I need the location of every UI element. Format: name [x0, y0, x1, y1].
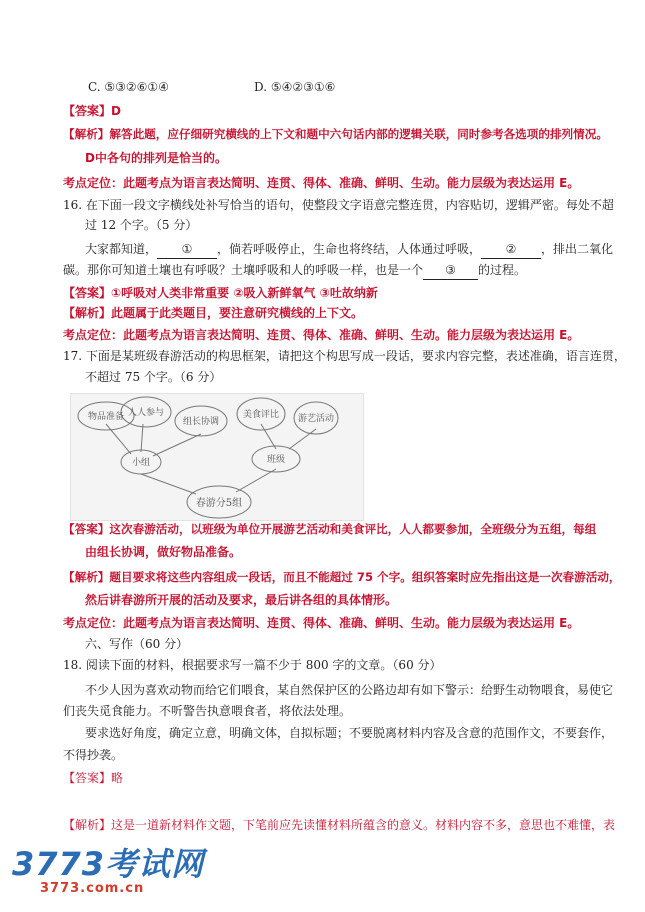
node-youyi: 游艺活动	[297, 414, 335, 424]
node-banji: 班级	[266, 455, 286, 465]
q17-answer-line1: 【答案】这次春游活动，以班级为单位开展游艺活动和美食评比，人人都要参加，全班级分为五组，每组	[63, 522, 597, 536]
q18-analysis: 【解析】这是一道新材料作文题，下笔前应先读懂材料所蕴含的意义。材料内容不多，意思也不难懂，表	[63, 818, 616, 832]
q18-req-line2: 不得抄袭。	[63, 748, 124, 762]
q18-answer: 【答案】略	[63, 771, 124, 785]
q16-text-e: 的过程。	[478, 263, 527, 277]
q16-kaodian: 考点定位：此题考点为语言表达简明、连贯、得体、准确、鲜明、生动。能力层级为表达运用 E。	[63, 328, 580, 342]
site-url: 3773.com.cn	[40, 881, 145, 896]
q17-answer-line2: 由组长协调，做好物品准备。	[85, 545, 242, 559]
section-6-heading: 六、写作（60 分）	[85, 637, 189, 651]
node-meishi: 美食评比	[242, 410, 280, 420]
q16-blank-2: ②	[481, 242, 541, 259]
q15-analysis-line2: D中各句的排列是恰当的。	[85, 151, 227, 165]
node-renren: 人人参与	[127, 408, 165, 418]
q16-text-d: 碳。那你可知道土壤也有呼吸？土壤呼吸和人的呼吸一样，也是一个	[63, 263, 424, 277]
q18-req-line1: 要求选好角度，确定立意，明确文体，自拟标题；不要脱离材料内容及含意的范围作文，不要套作，	[85, 726, 614, 740]
q17-stem-line2: 不超过 75 个字。（6 分）	[85, 370, 222, 384]
q15-analysis-line1: 【解析】解答此题，应仔细研究横线的上下文和题中六句话内部的逻辑关联，同时参考各选项的排列情况。	[63, 127, 608, 141]
node-wupin: 物品准备	[87, 412, 125, 422]
q16-analysis: 【解析】此题属于此类题目，要注意研究横线的上下文。	[63, 306, 364, 320]
option-c: C. ⑤③②⑥①④	[88, 80, 169, 94]
q16-blank-3: ③	[423, 263, 478, 280]
site-logo: 3773考试网	[12, 845, 205, 883]
node-root: 春游分5组	[195, 498, 243, 509]
q15-answer: 【答案】D	[63, 104, 121, 118]
q16-text-c: ，排出二氧化	[541, 242, 614, 256]
q16-stem-line2: 过 12 个字。（5 分）	[85, 218, 198, 232]
q17-stem-line1: 17. 下面是某班级春游活动的构思框架，请把这个构思写成一段话，要求内容完整，表述准确，语言连贯，	[63, 349, 626, 363]
q18-material-line2: 们丧失觅食能力。不听警告执意喂食者，将依法处理。	[63, 704, 352, 718]
q17-analysis-line2: 然后讲春游所开展的活动及要求，最后讲各组的具体情形。	[85, 593, 398, 607]
q16-text-b: ，倘若呼吸停止，生命也将终结，人体通过呼吸，	[217, 242, 482, 256]
q16-text-a: 大家都知道，	[85, 242, 158, 256]
q17-analysis-line1: 【解析】题目要求将这些内容组成一段话，而且不能超过 75 个字。组织答案时应先指出这是一次春游活动，	[63, 570, 621, 584]
q16-blank-1: ①	[157, 242, 217, 259]
q16-paragraph-line1	[85, 242, 613, 259]
q18-material-line1: 不少人因为喜欢动物而给它们喂食，某自然保护区的公路边却有如下警示：给野生动物喂食，易使它	[85, 683, 614, 697]
q18-stem: 18. 阅读下面的材料，根据要求写一篇不少于 800 字的文章。（60 分）	[63, 658, 442, 672]
q16-stem-line1: 16. 在下面一段文字横线处补写恰当的语句，使整段文字语意完整连贯，内容贴切，逻辑严密。每处不超	[63, 198, 614, 212]
option-d: D. ⑤④②③①⑥	[254, 80, 336, 94]
node-zuzhang: 组长协调	[182, 417, 220, 427]
node-xiaozu: 小组	[131, 458, 151, 468]
q16-answer: 【答案】①呼吸对人类非常重要 ②吸入新鲜氧气 ③吐故纳新	[63, 286, 378, 300]
q16-paragraph-line2	[63, 263, 526, 280]
q15-kaodian: 考点定位：此题考点为语言表达简明、连贯、得体、准确、鲜明、生动。能力层级为表达运用 E。	[63, 176, 580, 190]
activity-mindmap	[70, 393, 364, 521]
q17-kaodian: 考点定位：此题考点为语言表达简明、连贯、得体、准确、鲜明、生动。能力层级为表达运用 E。	[63, 616, 580, 630]
